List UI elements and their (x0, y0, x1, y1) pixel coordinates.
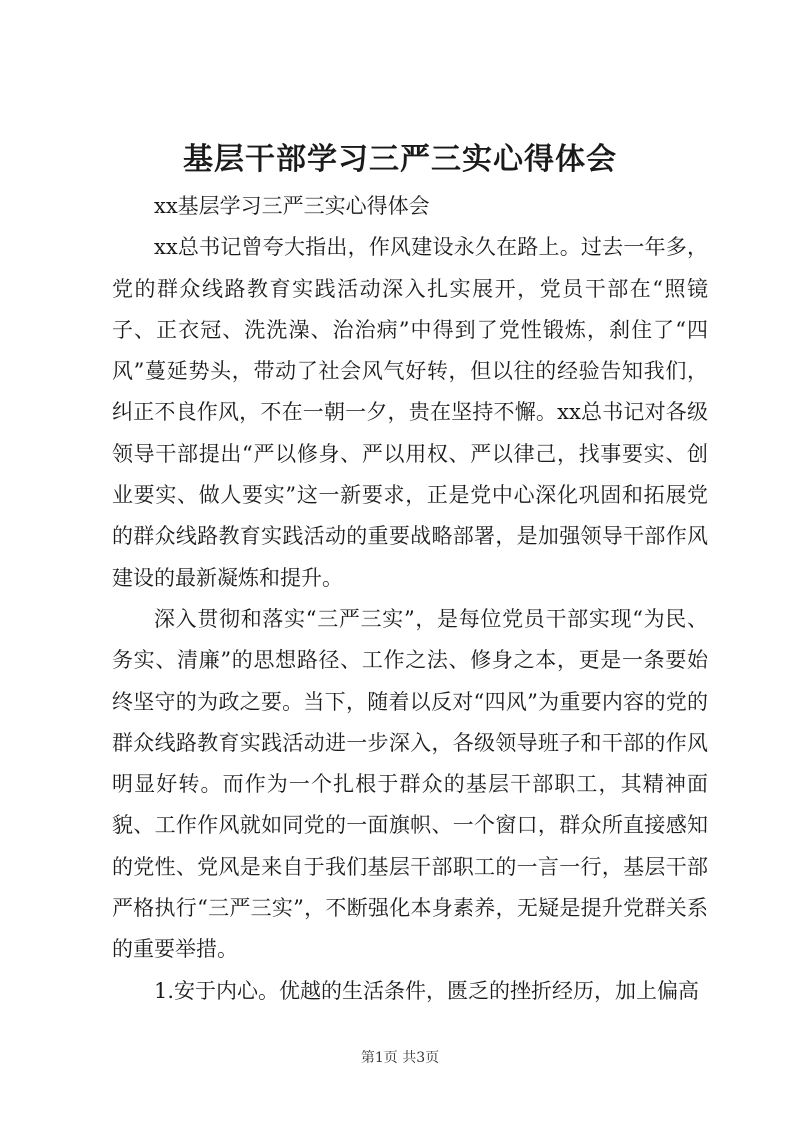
document-title: 基层干部学习三严三实心得体会 (183, 142, 617, 177)
body-paragraph-1: xx总书记曾夸大指出，作风建设永久在路上。过去一年多，党的群众线路教育实践活动深入扎实展开，党员干部在“照镜子、正衣冠、洗洗澡、治治病”中得到了党性锻炼，刹住了“四风”蔓延势头，带动了社会风气好转，但以往的经验告知我们，纠正不良作风，不在一朝一夕，贵在坚持不懈。xx总书记对各级领导干部提出“严以修身、严以用权、严以律己，找事要实、创业要实、做人要实”这一新要求，正是党中心深化巩固和拓展党的群众线路教育实践活动的重要战略部署，是加强领导干部作风建设的最新凝炼和提升。 (112, 235, 708, 590)
page-footer: 第1页 共3页 (360, 1050, 440, 1066)
body-paragraph-2: 深入贯彻和落实“三严三实”，是每位党员干部实现“为民、务实、清廉”的思想路径、工作之法、修身之本，更是一条要始终坚守的为政之要。当下，随着以反对“四风”为重要内容的党的群众线路教育实践活动进一步深入，各级领导班子和干部的作风明显好转。而作为一个扎根于群众的基层干部职工，其精神面貌、工作作风就如同党的一面旗帜、一个窗口，群众所直接感知的党性、党风是来自于我们基层干部职工的一言一行，基层干部严格执行“三严三实”，不断强化本身素养，无疑是提升党群关系的重要举措。 (112, 606, 708, 962)
subtitle-paragraph: xx基层学习三严三实心得体会 (154, 194, 430, 218)
body-paragraph-3: 1.安于内心。优越的生活条件，匮乏的挫折经历，加上偏高 (154, 978, 700, 1003)
document-body (112, 186, 708, 1012)
